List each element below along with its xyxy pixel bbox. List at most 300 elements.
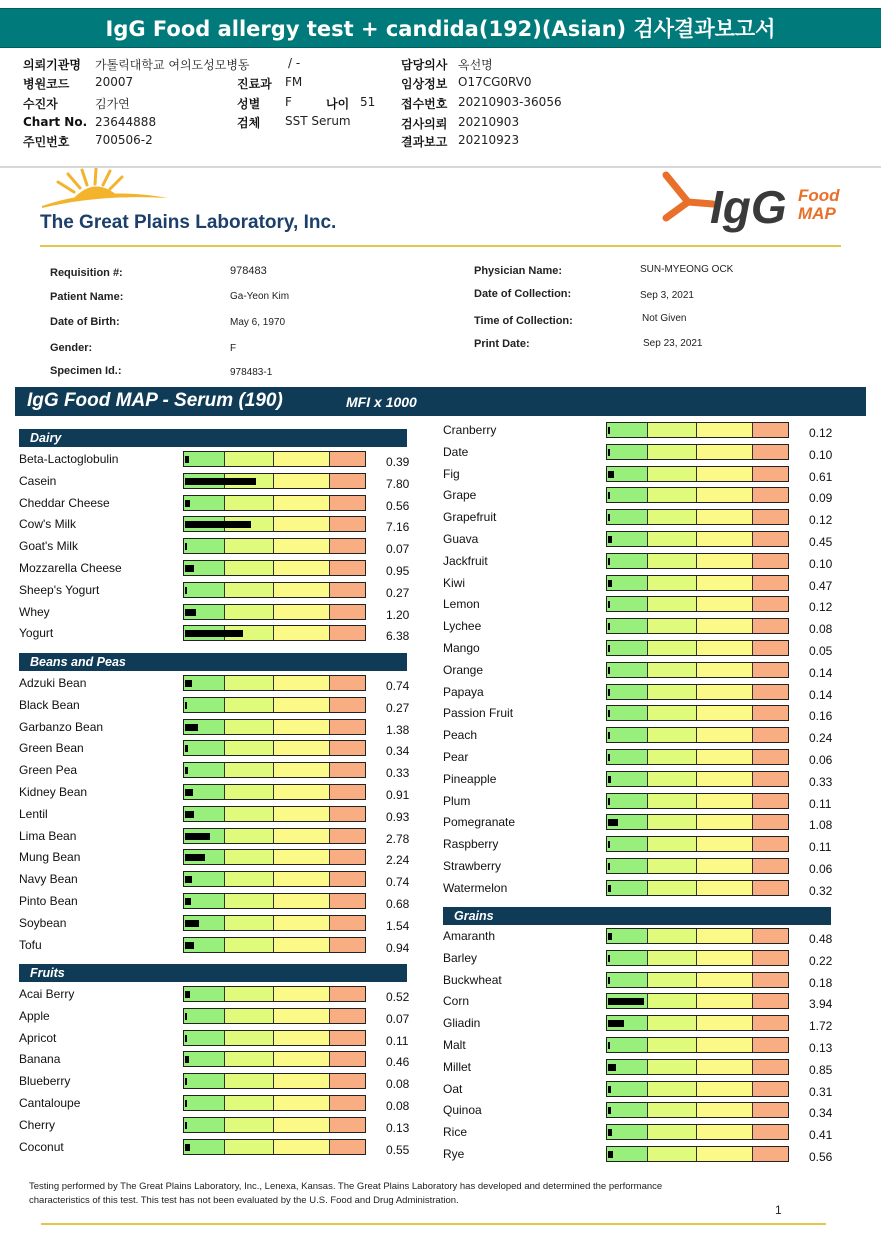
bar-divider: [224, 720, 225, 734]
result-bar: [606, 662, 789, 678]
lab-name: The Great Plains Laboratory, Inc.: [40, 212, 337, 233]
result-bar: [183, 538, 366, 554]
result-bar: [606, 575, 789, 591]
result-bar-fill: [608, 1020, 624, 1027]
bar-divider: [647, 1060, 648, 1074]
physician-label: Physician Name:: [474, 265, 563, 277]
bar-divider: [224, 561, 225, 575]
bar-divider: [224, 1031, 225, 1045]
bar-divider: [647, 423, 648, 437]
result-bar: [183, 1139, 366, 1155]
bar-divider: [696, 1060, 697, 1074]
specimen-type-value: SST Serum: [285, 114, 351, 128]
result-bar: [183, 762, 366, 778]
collection-date-label: Date of Collection:: [474, 288, 572, 300]
food-value: 0.74: [386, 679, 410, 693]
food-value: 0.08: [386, 1077, 410, 1092]
result-bar-fill: [608, 933, 612, 940]
result-bar: [183, 675, 366, 691]
bar-divider: [696, 1082, 697, 1096]
result-bar-fill: [608, 863, 610, 870]
result-bar-fill: [608, 1129, 612, 1136]
bar-divider: [224, 1118, 225, 1132]
bar-divider: [752, 532, 753, 546]
bar-divider: [273, 539, 274, 553]
bar-divider: [329, 452, 330, 466]
bar-divider: [224, 1096, 225, 1110]
food-name: Lemon: [443, 597, 480, 612]
result-bar-fill: [608, 601, 610, 608]
bar-divider: [752, 973, 753, 987]
food-name: Yogurt: [19, 626, 54, 641]
page-number: 1: [775, 1203, 782, 1217]
dept-label: 진료과: [237, 77, 272, 91]
bar-divider: [273, 720, 274, 734]
bar-divider: [224, 850, 225, 864]
result-bar-fill: [608, 1042, 610, 1049]
food-value: 0.12: [809, 600, 833, 615]
result-bar: [606, 444, 789, 460]
bar-divider: [752, 837, 753, 851]
result-bar: [606, 487, 789, 503]
food-name: Peach: [443, 728, 478, 743]
result-bar: [183, 582, 366, 598]
result-bar-fill: [608, 623, 610, 630]
food-name: Lychee: [443, 619, 482, 634]
bar-divider: [752, 619, 753, 633]
result-bar: [606, 993, 789, 1009]
bar-divider: [224, 583, 225, 597]
result-bar-fill: [608, 1086, 611, 1093]
bar-divider: [273, 894, 274, 908]
food-value: 2.78: [386, 831, 410, 846]
result-bar-fill: [185, 1078, 187, 1085]
food-name: Corn: [443, 994, 470, 1009]
food-value: 0.94: [386, 940, 410, 955]
bar-divider: [647, 1147, 648, 1161]
bar-divider: [696, 1038, 697, 1052]
food-value: 0.27: [386, 585, 410, 600]
result-bar-fill: [185, 543, 187, 550]
result-bar-fill: [608, 998, 644, 1005]
food-value: 6.38: [386, 629, 410, 644]
bar-divider: [696, 576, 697, 590]
food-value: 0.22: [809, 953, 833, 968]
bar-divider: [696, 859, 697, 873]
food-name: Cranberry: [443, 423, 497, 437]
result-bar-fill: [608, 514, 610, 521]
bar-divider: [647, 706, 648, 720]
bar-divider: [696, 750, 697, 764]
institution-slash: / -: [288, 56, 301, 70]
bar-divider: [224, 539, 225, 553]
bar-divider: [752, 750, 753, 764]
food-value: 0.10: [809, 556, 833, 571]
food-name: Cherry: [19, 1117, 56, 1132]
receipt-value: 20210903-36056: [458, 95, 562, 109]
food-value: 0.07: [386, 1011, 410, 1026]
bar-divider: [752, 685, 753, 699]
food-value: 0.07: [386, 542, 410, 557]
result-bar-fill: [185, 609, 196, 616]
result-bar-fill: [185, 478, 256, 485]
food-value: 0.08: [386, 1099, 410, 1113]
result-bar: [606, 858, 789, 874]
food-name: Tofu: [19, 937, 42, 952]
antibody-icon: [658, 170, 718, 230]
food-value: 0.14: [809, 665, 833, 680]
bar-divider: [329, 807, 330, 821]
food-value: 0.11: [809, 840, 832, 855]
result-bar-fill: [185, 680, 192, 687]
bar-divider: [273, 496, 274, 510]
bar-divider: [273, 829, 274, 843]
food-name: Raspberry: [443, 837, 499, 852]
bar-divider: [224, 829, 225, 843]
bar-divider: [752, 929, 753, 943]
food-name: Grapefruit: [443, 510, 497, 525]
bar-divider: [647, 488, 648, 502]
bar-divider: [696, 1125, 697, 1139]
food-value: 1.54: [386, 918, 410, 933]
footer-line-1: Testing performed by The Great Plains Laboratory, Inc., Lenexa, Kansas. The Great Plains Laboratory has developed and determined the performance: [29, 1181, 663, 1192]
bar-divider: [329, 850, 330, 864]
food-value: 0.09: [809, 491, 833, 506]
result-bar: [183, 516, 366, 532]
result-bar-fill: [608, 449, 610, 456]
bar-divider: [224, 916, 225, 930]
age-label: 나이: [326, 97, 350, 111]
result-bar-fill: [608, 536, 612, 543]
bar-divider: [696, 951, 697, 965]
food-value: 0.24: [809, 731, 833, 746]
food-value: 0.11: [386, 1033, 409, 1048]
request-value: 20210903: [458, 115, 520, 129]
print-date-value: Sep 23, 2021: [643, 338, 703, 349]
bar-divider: [329, 720, 330, 734]
result-bar: [606, 531, 789, 547]
logo-food-word: Food: [798, 186, 840, 205]
report-title: IgG Food allergy test + candida(192)(Asian) 검사결과보고서: [0, 8, 881, 48]
food-name: Lentil: [19, 806, 48, 821]
bar-divider: [647, 837, 648, 851]
bar-divider: [647, 1125, 648, 1139]
result-bar: [183, 473, 366, 489]
result-bar-fill: [185, 521, 251, 528]
doctor-label: 담당의사: [401, 58, 448, 72]
food-value: 3.94: [809, 997, 833, 1012]
id-label: 주민번호: [23, 135, 70, 149]
requisition-label: Requisition #:: [50, 267, 123, 279]
food-value: 0.18: [809, 975, 833, 990]
doctor-value: 옥선명: [458, 58, 493, 72]
result-bar: [183, 697, 366, 713]
bar-divider: [329, 1140, 330, 1154]
bar-divider: [647, 951, 648, 965]
receipt-label: 접수번호: [401, 97, 448, 111]
result-bar-fill: [608, 1107, 611, 1114]
bar-divider: [329, 1052, 330, 1066]
food-value: 2.24: [386, 853, 410, 868]
result-bar-fill: [608, 710, 610, 717]
food-name: Jackfruit: [443, 553, 488, 568]
bar-divider: [329, 496, 330, 510]
food-value: 0.16: [809, 709, 833, 724]
footer-rule: [41, 1223, 826, 1225]
igg-food-map-logo: [658, 170, 848, 240]
patient-name-value: Ga-Yeon Kim: [230, 291, 290, 302]
food-value: 0.10: [809, 447, 833, 462]
clinical-label: 임상정보: [401, 77, 448, 91]
food-name: Black Bean: [19, 697, 80, 712]
bar-divider: [696, 772, 697, 786]
food-name: Coconut: [19, 1139, 64, 1154]
result-bar-fill: [608, 776, 611, 783]
bar-divider: [647, 1016, 648, 1030]
food-value: 0.93: [386, 809, 410, 824]
bar-divider: [273, 583, 274, 597]
bar-divider: [224, 1140, 225, 1154]
specimen-id-value: 978483-1: [230, 367, 273, 378]
specimen-type-label: 검체: [237, 116, 261, 130]
food-name: Strawberry: [443, 859, 502, 873]
food-value: 0.05: [809, 644, 833, 658]
result-bar-fill: [608, 667, 610, 674]
result-bar: [606, 1015, 789, 1031]
result-bar-fill: [185, 898, 191, 905]
bar-divider: [752, 815, 753, 829]
food-value: 0.45: [809, 535, 833, 549]
bar-divider: [696, 423, 697, 437]
result-bar: [606, 596, 789, 612]
food-name: Lima Bean: [19, 828, 77, 843]
header-rule: [40, 245, 841, 247]
bar-divider: [752, 728, 753, 742]
result-bar-fill: [608, 427, 610, 434]
print-date-label: Print Date:: [474, 338, 530, 350]
bar-divider: [752, 1125, 753, 1139]
bar-divider: [273, 1031, 274, 1045]
bar-divider: [647, 929, 648, 943]
bar-divider: [329, 741, 330, 755]
bar-divider: [752, 794, 753, 808]
bar-divider: [329, 539, 330, 553]
result-bar: [183, 560, 366, 576]
food-name: Pear: [443, 750, 469, 764]
bar-divider: [752, 597, 753, 611]
food-name: Banana: [19, 1052, 61, 1067]
bar-divider: [273, 1118, 274, 1132]
result-bar-fill: [185, 1035, 187, 1042]
specimen-id-label: Specimen Id.:: [50, 365, 122, 377]
food-value: 0.74: [386, 875, 410, 890]
bar-divider: [696, 994, 697, 1008]
bar-divider: [752, 772, 753, 786]
bar-divider: [696, 794, 697, 808]
result-bar: [183, 849, 366, 865]
bar-divider: [329, 474, 330, 488]
bar-divider: [752, 1060, 753, 1074]
food-name: Garbanzo Bean: [19, 719, 104, 734]
food-value: 0.46: [386, 1055, 410, 1070]
bar-divider: [696, 1103, 697, 1117]
result-bar-fill: [185, 920, 199, 927]
sun-logo: [40, 168, 170, 208]
food-value: 0.06: [809, 753, 833, 767]
result-bar-fill: [185, 1122, 187, 1129]
bar-divider: [752, 1016, 753, 1030]
bar-divider: [696, 467, 697, 481]
result-bar-fill: [608, 492, 610, 499]
bar-divider: [273, 676, 274, 690]
korean-header: [0, 50, 881, 168]
bar-divider: [647, 1082, 648, 1096]
result-bar: [183, 1095, 366, 1111]
dob-label: Date of Birth:: [50, 316, 120, 328]
bar-divider: [696, 532, 697, 546]
food-name: Blueberry: [19, 1074, 71, 1089]
food-name: Grape: [443, 488, 477, 503]
food-name: Rice: [443, 1125, 468, 1140]
bar-divider: [224, 1052, 225, 1066]
bar-divider: [329, 1009, 330, 1023]
food-name: Green Bean: [19, 741, 84, 756]
food-value: 0.11: [809, 796, 832, 811]
result-bar-fill: [608, 1151, 613, 1158]
bar-divider: [752, 641, 753, 655]
bar-divider: [752, 994, 753, 1008]
result-bar-fill: [608, 1064, 616, 1071]
result-bar: [606, 972, 789, 988]
food-map-unit: MFI x 1000: [346, 394, 417, 410]
food-name: Quinoa: [443, 1103, 482, 1118]
bar-divider: [752, 706, 753, 720]
bar-divider: [329, 698, 330, 712]
result-bar: [606, 1124, 789, 1140]
food-value: 0.34: [809, 1106, 833, 1121]
bar-divider: [696, 488, 697, 502]
result-bar-fill: [608, 580, 612, 587]
food-name: Apple: [19, 1008, 50, 1023]
food-value: 7.80: [386, 476, 410, 491]
bar-divider: [647, 881, 648, 895]
result-bar-fill: [608, 645, 610, 652]
food-value: 0.32: [809, 883, 833, 898]
report-date-value: 20210923: [458, 133, 520, 147]
result-bar: [183, 986, 366, 1002]
bar-divider: [329, 829, 330, 843]
result-bar: [183, 604, 366, 620]
food-name: Mozzarella Cheese: [19, 561, 122, 575]
result-bar-fill: [185, 587, 187, 594]
food-value: 0.39: [386, 455, 410, 469]
bar-divider: [647, 576, 648, 590]
food-name: Mung Bean: [19, 850, 81, 865]
patient-name-label: Patient Name:: [50, 291, 124, 303]
bar-divider: [752, 467, 753, 481]
bar-divider: [696, 1147, 697, 1161]
result-bar: [606, 793, 789, 809]
result-bar-fill: [608, 955, 610, 962]
result-bar: [606, 836, 789, 852]
result-bar-fill: [185, 767, 188, 774]
food-name: Barley: [443, 950, 478, 965]
bar-divider: [273, 561, 274, 575]
footer-line-2: characteristics of this test. This test has not been evaluated by the U.S. Food and Drug Administration.: [29, 1195, 459, 1206]
bar-divider: [273, 1009, 274, 1023]
food-name: Navy Bean: [19, 872, 78, 887]
bar-divider: [329, 894, 330, 908]
bar-divider: [224, 987, 225, 1001]
result-bar-fill: [608, 558, 610, 565]
result-bar: [183, 719, 366, 735]
bar-divider: [224, 872, 225, 886]
result-bar: [606, 727, 789, 743]
bar-divider: [273, 452, 274, 466]
bar-divider: [224, 894, 225, 908]
result-bar: [606, 705, 789, 721]
food-name: Date: [443, 444, 469, 459]
food-value: 1.20: [386, 607, 410, 622]
bar-divider: [273, 987, 274, 1001]
bar-divider: [752, 951, 753, 965]
result-bar-fill: [608, 977, 610, 984]
bar-divider: [696, 597, 697, 611]
bar-divider: [273, 807, 274, 821]
bar-divider: [647, 619, 648, 633]
bar-divider: [696, 837, 697, 851]
bar-divider: [224, 452, 225, 466]
bar-divider: [647, 794, 648, 808]
bar-divider: [647, 554, 648, 568]
bar-divider: [224, 763, 225, 777]
institution-value: 가톨릭대학교 여의도성모병동: [95, 58, 250, 72]
bar-divider: [696, 881, 697, 895]
bar-divider: [752, 554, 753, 568]
result-bar-fill: [185, 876, 192, 883]
bar-divider: [273, 698, 274, 712]
bar-divider: [696, 554, 697, 568]
bar-divider: [329, 1096, 330, 1110]
result-bar-fill: [608, 841, 610, 848]
footer-disclaimer: [29, 1180, 749, 1208]
bar-divider: [329, 916, 330, 930]
result-bar: [606, 1146, 789, 1162]
bar-divider: [696, 510, 697, 524]
food-name: Millet: [443, 1059, 472, 1074]
requisition-value: 978483: [230, 265, 267, 277]
food-value: 0.12: [809, 513, 833, 528]
food-value: 0.52: [386, 990, 410, 1004]
bar-divider: [696, 929, 697, 943]
institution-label: 의뢰기관명: [23, 58, 81, 72]
result-bar: [606, 466, 789, 482]
result-bar: [183, 451, 366, 467]
bar-divider: [329, 1118, 330, 1132]
bar-divider: [647, 815, 648, 829]
bar-divider: [647, 641, 648, 655]
bar-divider: [696, 973, 697, 987]
result-bar: [183, 784, 366, 800]
food-value: 0.55: [386, 1142, 410, 1157]
bar-divider: [273, 850, 274, 864]
chart-label: Chart No.: [23, 115, 88, 129]
food-name: Papaya: [443, 684, 484, 699]
result-bar-fill: [185, 1056, 189, 1063]
food-value: 0.91: [386, 788, 410, 802]
patient-label: 수진자: [23, 97, 58, 111]
bar-divider: [647, 728, 648, 742]
